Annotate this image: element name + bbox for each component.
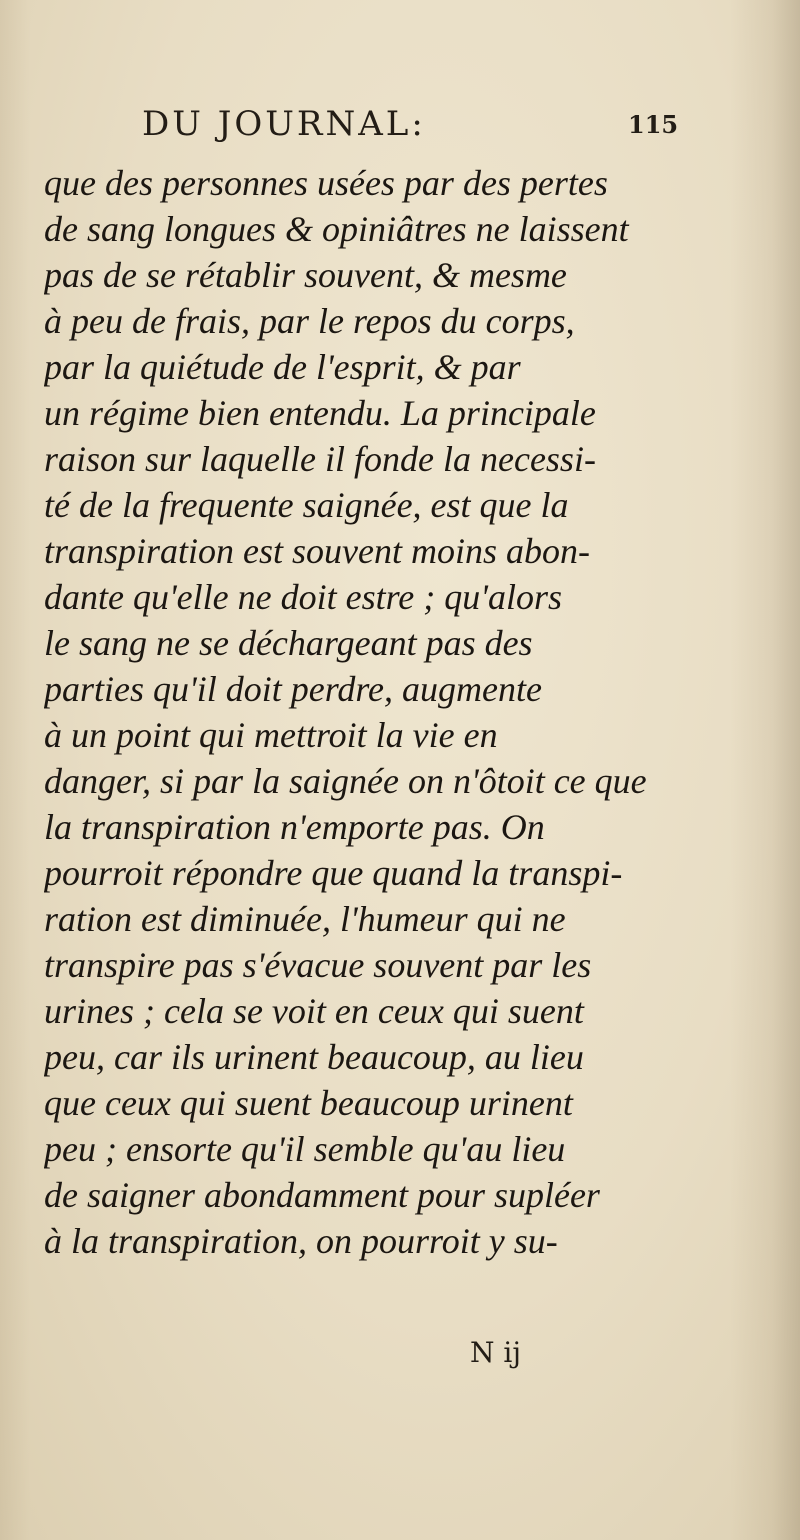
text-line: raison sur laquelle il fonde la necessi- xyxy=(44,439,596,479)
text-line: transpiration est souvent moins abon- xyxy=(44,531,590,571)
text-line: danger, si par la saignée on n'ôtoit ce que xyxy=(44,761,647,801)
text-line: le sang ne se déchargeant pas des xyxy=(44,623,533,663)
text-line: par la quiétude de l'esprit, & par xyxy=(44,347,521,387)
text-line: à la transpiration, on pourroit y su- xyxy=(44,1221,558,1261)
text-line: ration est diminuée, l'humeur qui ne xyxy=(44,899,566,939)
page-number: 115 xyxy=(628,110,679,139)
text-line: parties qu'il doit perdre, augmente xyxy=(44,669,542,709)
body-text xyxy=(44,160,744,1264)
text-line: urines ; cela se voit en ceux qui suent xyxy=(44,991,584,1031)
text-line: peu ; ensorte qu'il semble qu'au lieu xyxy=(44,1129,566,1169)
running-title: DU JOURNAL: xyxy=(142,104,426,144)
text-line: de saigner abondamment pour supléer xyxy=(44,1175,600,1215)
text-line: de sang longues & opiniâtres ne laissent xyxy=(44,209,629,249)
text-line: un régime bien entendu. La principale xyxy=(44,393,596,433)
text-line: transpire pas s'évacue souvent par les xyxy=(44,945,592,985)
page-inner-shadow xyxy=(0,0,30,1540)
text-line: pourroit répondre que quand la transpi- xyxy=(44,853,623,893)
text-line: pas de se rétablir souvent, & mesme xyxy=(44,255,567,295)
text-line: que des personnes usées par des pertes xyxy=(44,163,608,203)
page-header xyxy=(142,104,679,154)
printer-signature: N ij xyxy=(470,1336,522,1369)
text-line: à peu de frais, par le repos du corps, xyxy=(44,301,575,341)
text-line: que ceux qui suent beaucoup urinent xyxy=(44,1083,573,1123)
text-line: peu, car ils urinent beaucoup, au lieu xyxy=(44,1037,584,1077)
text-line: té de la frequente saignée, est que la xyxy=(44,485,569,525)
text-line: dante qu'elle ne doit estre ; qu'alors xyxy=(44,577,562,617)
text-line: la transpiration n'emporte pas. On xyxy=(44,807,545,847)
text-line: à un point qui mettroit la vie en xyxy=(44,715,498,755)
